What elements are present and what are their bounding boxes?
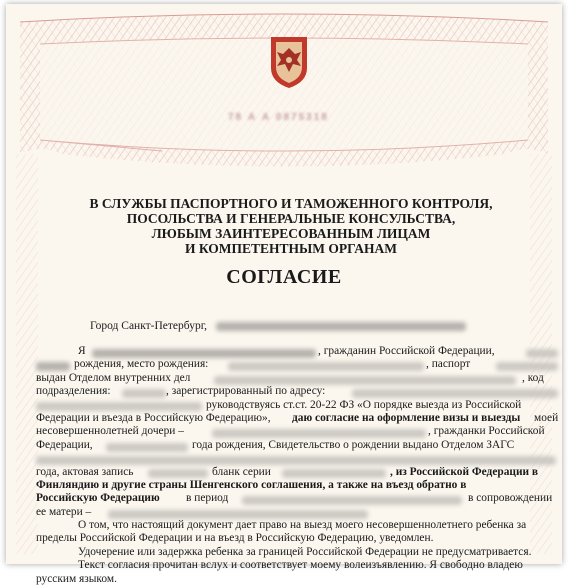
text-line: Финляндию и другие страны Шенгенского соглашения, а также на въезд обратно в xyxy=(36,478,467,491)
heading-line: ПОСОЛЬСТВА И ГЕНЕРАЛЬНЫЕ КОНСУЛЬСТВА, xyxy=(126,211,456,226)
coat-of-arms-seal xyxy=(268,34,310,90)
text-line: Я , гражданин Российской Федерации, xyxy=(36,345,560,358)
text-line: Федерации, года рождения, Свидетельство о рождении выдано Отделом ЗАГС xyxy=(36,438,515,451)
redacted-date xyxy=(106,443,188,452)
redacted-birthplace xyxy=(228,362,424,371)
document-sheet xyxy=(6,4,562,585)
text-line: подразделения: , зарегистрированный по адресу: xyxy=(36,385,560,398)
redacted-name xyxy=(92,349,316,358)
text-line: несовершеннолетней дочери – , гражданки Российской xyxy=(36,425,545,438)
text-line: Российскую Федерацию в период в сопровождении xyxy=(36,492,553,505)
redacted-address xyxy=(36,402,202,411)
redacted-mother-name xyxy=(108,510,368,519)
redacted-date xyxy=(526,349,558,358)
text-line: выдан Отделом внутренних дел , код xyxy=(36,371,544,384)
text-line: О том, что настоящий документ дает право на выезд моего несовершеннолетнего ребенка за xyxy=(78,519,527,532)
redacted-period xyxy=(242,496,462,505)
redacted-code xyxy=(122,389,166,398)
redacted-address xyxy=(352,389,558,398)
redacted-passport xyxy=(496,362,558,371)
heading-line: ЛЮБЫМ ЗАИНТЕРЕСОВАННЫМ ЛИЦАМ xyxy=(151,226,431,241)
addressee-heading xyxy=(46,196,536,256)
text-line: русским языком. xyxy=(36,572,117,585)
redacted-child-name xyxy=(212,429,426,438)
redacted-date xyxy=(216,322,466,331)
text-line: руководствуясь ст.ст. 20-22 ФЗ «О порядке выезда из Российской xyxy=(36,399,560,412)
text-line: года, актовая запись бланк серии , из Российской Федерации в xyxy=(36,465,539,478)
redacted-record xyxy=(148,469,208,478)
heading-line: И КОМПЕТЕНТНЫМ ОРГАНАМ xyxy=(184,241,398,256)
document-title: СОГЛАСИЕ xyxy=(226,266,342,288)
city-line xyxy=(90,320,466,332)
redacted-registry xyxy=(36,456,556,465)
redacted-issuer xyxy=(214,376,516,385)
city-text: Город Санкт-Петербург, xyxy=(90,320,207,332)
text-line: Федерации и въезда в Российскую Федерацию», даю согласие на оформление визы и выезды моей xyxy=(36,411,559,424)
consent-body xyxy=(36,345,560,586)
serial-number: 78 А А 0875318 xyxy=(228,112,329,123)
redacted-date xyxy=(36,362,70,371)
text-line: рождения, место рождения: , паспорт xyxy=(36,358,560,371)
text-line: Удочерение или задержка ребенка за границей Российской Федерации не предусматривается. xyxy=(78,545,532,558)
redacted-blank-series xyxy=(282,469,386,478)
text-line xyxy=(36,452,560,465)
text-line: пределы Российской Федерации и на въезд в Российскую Федерацию, уведомлен. xyxy=(36,532,434,545)
text-line: ее матери – xyxy=(36,506,560,519)
text-line: Текст согласия прочитан вслух и соответствует моему волеизъявлению. Я свободно владею xyxy=(78,559,523,572)
heading-line: В СЛУЖБЫ ПАСПОРТНОГО И ТАМОЖЕННОГО КОНТРОЛЯ, xyxy=(89,196,493,211)
